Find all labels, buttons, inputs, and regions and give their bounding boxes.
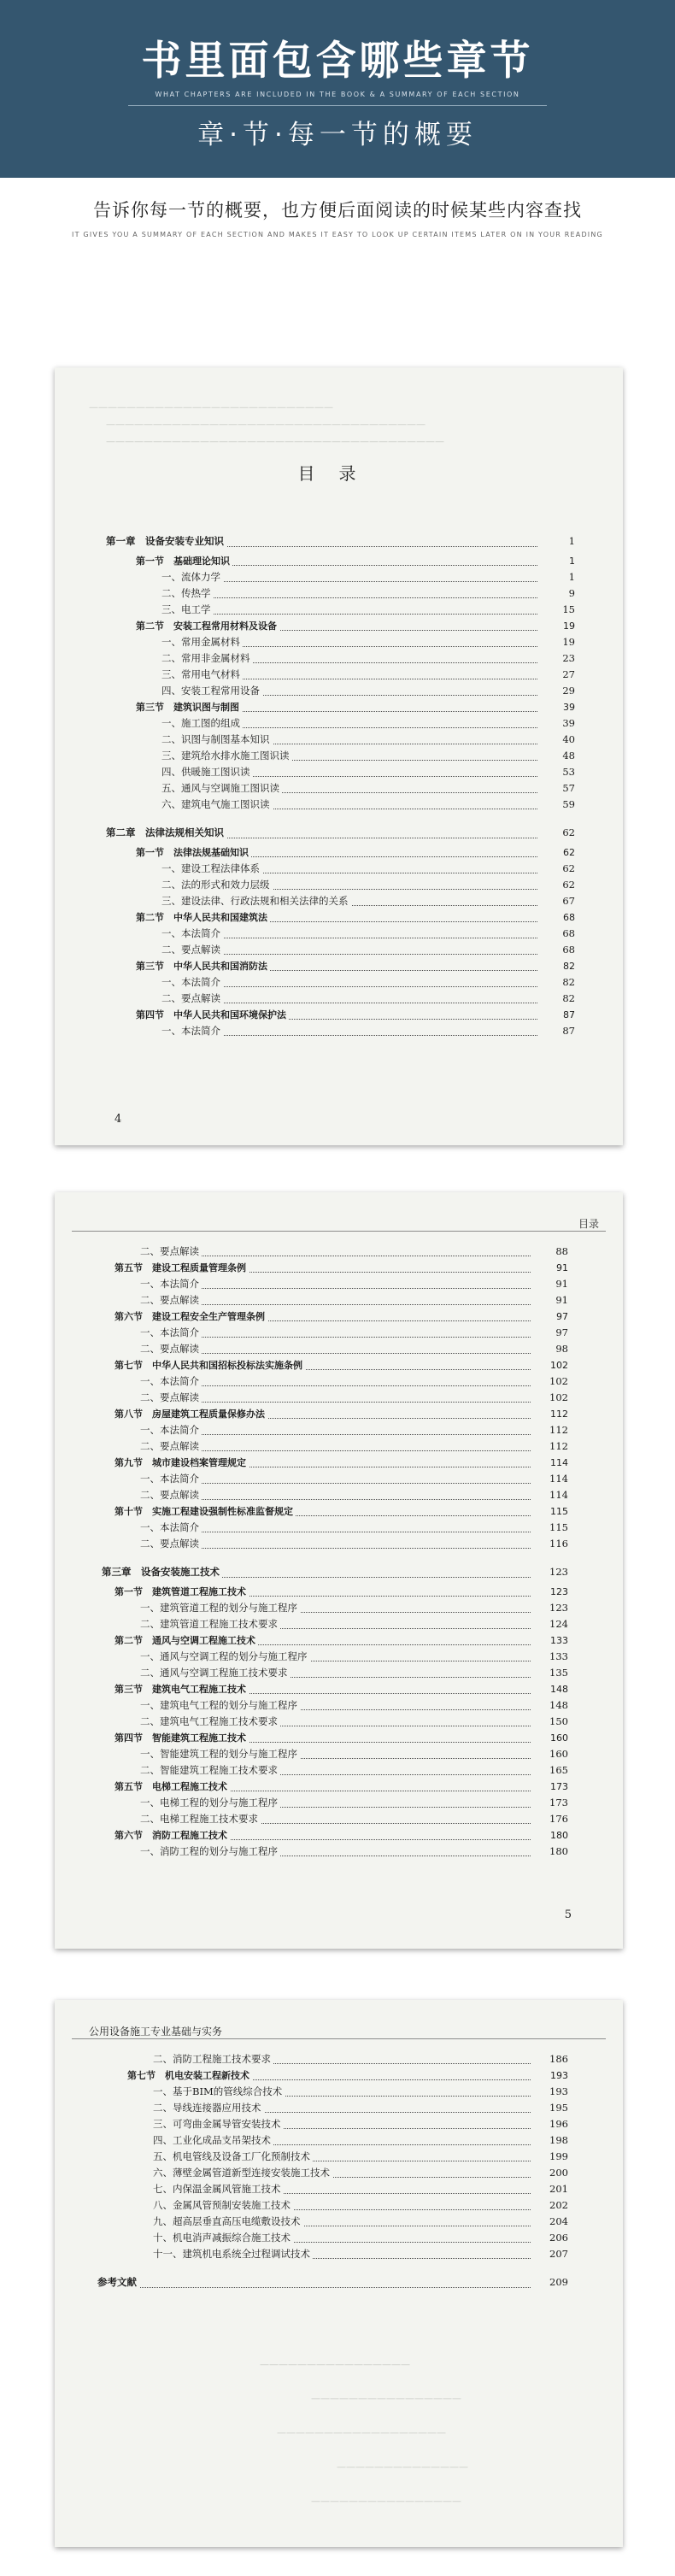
toc-entry-page: 87 [538, 1007, 575, 1023]
toc-entry-label: 二、导线连接器应用技术 [153, 2100, 264, 2116]
toc-entry-page: 123 [531, 1600, 568, 1616]
toc-entry-page: 48 [538, 748, 575, 764]
toc-entry-page: 15 [538, 602, 575, 618]
toc-entry-label: 一、本法简介 [140, 1373, 202, 1390]
bleed-through-text: —————————————————— [277, 2427, 446, 2438]
leader-dots [140, 1532, 563, 1549]
toc-entry-page: 200 [531, 2165, 568, 2181]
toc-entry-item [55, 2246, 623, 2262]
leader-dots [140, 1288, 563, 1305]
toc-entry-page: 19 [538, 618, 575, 634]
toc-entry-label: 二、法的形式和效力层级 [161, 877, 273, 893]
toc-entry-label: 一、电梯工程的划分与施工程序 [140, 1795, 280, 1811]
toc-entry-label: 一、本法简介 [140, 1520, 202, 1536]
leader-dots [161, 597, 570, 615]
toc-entry-label: 三、建筑给水排水施工图识读 [161, 748, 292, 764]
bleed-through-text: —————————————————————————— [89, 402, 333, 413]
toc-entry-page: 97 [531, 1325, 568, 1341]
toc-entry-page: 53 [538, 764, 575, 780]
toc-entry-label: 二、要点解读 [140, 1438, 202, 1455]
leader-dots [161, 581, 570, 598]
toc-entry-label: 三、可弯曲金属导管安装技术 [153, 2116, 284, 2132]
toc-entry-label: 第九节 城市建设档案管理规定 [114, 1455, 249, 1471]
leader-dots [140, 1515, 563, 1532]
toc-entry-page: 133 [531, 1632, 568, 1649]
intro-text-en: IT GIVES YOU A SUMMARY OF EACH SECTION AND MAKES IT EASY TO LOOK UP CERTAIN ITEMS LATER ON IN YOUR READING [72, 231, 603, 238]
toc-entry-label: 第二节 中华人民共和国建筑法 [136, 909, 270, 926]
toc-entry-label: 第一节 法律法规基础知识 [136, 844, 251, 861]
toc-entry-item [55, 797, 623, 813]
toc-entry-page: 62 [538, 861, 575, 877]
toc-entry-page: 150 [531, 1714, 568, 1730]
book-page-2 [55, 1192, 623, 1949]
toc-entry-label: 九、超高层垂直高压电缆敷设技术 [153, 2214, 303, 2230]
toc-entry-label: 第五节 电梯工程施工技术 [114, 1779, 230, 1795]
toc-entry-page: 193 [531, 2084, 568, 2100]
toc-entry-label: 二、建筑管道工程施工技术要求 [140, 1616, 280, 1632]
toc-entry-label: 十一、建筑机电系统全过程调试技术 [153, 2246, 313, 2262]
leader-dots [140, 1418, 563, 1435]
banner-divider [128, 105, 547, 106]
toc-entry-page: 62 [538, 844, 575, 861]
toc-entry-page: 204 [531, 2214, 568, 2230]
toc-entry-label: 一、本法简介 [140, 1325, 202, 1341]
toc-entry-label: 二、传热学 [161, 585, 214, 602]
toc-entry-label: 第三节 建筑识图与制图 [136, 699, 242, 715]
toc-entry-page: 123 [531, 1584, 568, 1600]
toc-entry-page: 62 [538, 877, 575, 893]
toc-entry-page: 68 [538, 909, 575, 926]
toc-entry-label: 三、常用电气材料 [161, 667, 243, 683]
toc-entry-label: 一、建筑电气工程的划分与施工程序 [140, 1697, 300, 1714]
toc-entry-page: 206 [531, 2230, 568, 2246]
toc-entry-page: 91 [531, 1260, 568, 1276]
toc-entry-label: 四、安装工程常用设备 [161, 683, 262, 699]
toc-entry-page: 1 [538, 569, 575, 585]
toc-entry-label: 一、智能建筑工程的划分与施工程序 [140, 1746, 300, 1762]
toc-entry-label: 二、智能建筑工程施工技术要求 [140, 1762, 280, 1779]
toc-entry-page: 88 [531, 1244, 568, 1260]
toc-entry-label: 二、常用非金属材料 [161, 650, 253, 667]
toc-entry-label: 二、要点解读 [140, 1390, 202, 1406]
toc-entry-label: 第六节 建设工程安全生产管理条例 [114, 1309, 267, 1325]
toc-entry-page: 135 [531, 1665, 568, 1681]
toc-entry-label: 二、要点解读 [140, 1341, 202, 1357]
toc-entry-label: 第二节 通风与空调工程施工技术 [114, 1632, 258, 1649]
toc-title: 目录 [297, 463, 380, 484]
leader-dots [140, 1369, 563, 1386]
toc-entry-page: 1 [538, 530, 575, 553]
toc-entry-label: 六、薄壁金属管道新型连接安装施工技术 [153, 2165, 332, 2181]
bleed-through-text: —————————————————————————————————— [106, 419, 426, 430]
book-page-3 [55, 2000, 623, 2547]
toc-entry-label: 一、建筑管道工程的划分与施工程序 [140, 1600, 300, 1616]
toc-list [55, 1244, 623, 1860]
toc-entry-label: 五、通风与空调施工图识读 [161, 780, 282, 797]
toc-entry-label: 二、要点解读 [140, 1244, 202, 1260]
toc-entry-label: 一、建设工程法律体系 [161, 861, 262, 877]
banner-subtitle: 章·节·每一节的概要 [197, 120, 478, 150]
book-page-1 [55, 368, 623, 1145]
toc-entry-label: 四、工业化成品支吊架技术 [153, 2132, 273, 2149]
toc-entry-label: 一、常用金属材料 [161, 634, 243, 650]
toc-entry-label: 二、通风与空调工程施工技术要求 [140, 1665, 291, 1681]
toc-entry-page: 27 [538, 667, 575, 683]
leader-dots [140, 1337, 563, 1354]
toc-entry-page: 202 [531, 2197, 568, 2214]
toc-entry-page: 9 [538, 585, 575, 602]
toc-entry-page: 23 [538, 650, 575, 667]
toc-entry-label: 一、本法简介 [140, 1471, 202, 1487]
toc-entry-page: 160 [531, 1746, 568, 1762]
toc-entry-page: 39 [538, 715, 575, 732]
toc-entry-label: 第六节 消防工程施工技术 [114, 1827, 230, 1844]
toc-entry-page: 82 [538, 974, 575, 991]
toc-entry-page: 180 [531, 1844, 568, 1860]
banner-title: 书里面包含哪些章节 [141, 38, 534, 85]
toc-entry-label: 第十节 实施工程建设强制性标准监督规定 [114, 1503, 296, 1520]
toc-entry-page: 98 [531, 1341, 568, 1357]
toc-entry-page: 198 [531, 2132, 568, 2149]
toc-entry-page: 193 [531, 2067, 568, 2084]
toc-entry-page: 115 [531, 1503, 568, 1520]
toc-entry-page: 114 [531, 1471, 568, 1487]
toc-entry-page: 62 [538, 821, 575, 844]
toc-entry-page: 173 [531, 1779, 568, 1795]
header-banner [0, 0, 675, 178]
toc-entry-label: 三、建设法律、行政法规和相关法律的关系 [161, 893, 351, 909]
toc-entry-page: 173 [531, 1795, 568, 1811]
toc-entry-page: 29 [538, 683, 575, 699]
page-number: 5 [564, 1908, 572, 1921]
toc-entry-label: 第一章 设备安装专业知识 [106, 530, 226, 553]
toc-entry-page: 112 [531, 1422, 568, 1438]
toc-entry-page: 115 [531, 1520, 568, 1536]
leader-dots [140, 1272, 563, 1289]
toc-entry-item [55, 1536, 623, 1552]
toc-entry-page: 112 [531, 1406, 568, 1422]
toc-entry-page: 102 [531, 1357, 568, 1373]
toc-entry-page: 59 [538, 797, 575, 813]
running-head: 目录 [578, 1218, 599, 1230]
toc-entry-page: 112 [531, 1438, 568, 1455]
toc-entry-label: 五、机电管线及设备工厂化预制技术 [153, 2149, 313, 2165]
toc-entry-label: 第三节 中华人民共和国消防法 [136, 958, 270, 974]
leader-dots [140, 1320, 563, 1338]
toc-entry-page: 207 [531, 2246, 568, 2262]
toc-entry-page: 209 [531, 2271, 568, 2294]
toc-entry-page: 102 [531, 1390, 568, 1406]
leader-dots [140, 1385, 563, 1403]
toc-entry-label: 一、本法简介 [161, 974, 223, 991]
toc-entry-label: 第三节 建筑电气工程施工技术 [114, 1681, 249, 1697]
bleed-through-text: ———————————————— [311, 2393, 461, 2404]
toc-entry-label: 七、内保温金属风管施工技术 [153, 2181, 284, 2197]
toc-entry-page: 116 [531, 1536, 568, 1552]
toc-entry-page: 39 [538, 699, 575, 715]
toc-entry-label: 一、基于BIM的管线综合技术 [153, 2084, 285, 2100]
toc-entry-label: 第一节 基础理论知识 [136, 553, 232, 569]
intro-text: 告诉你每一节的概要，也方便后面阅读的时候某些内容查找 [93, 200, 582, 221]
toc-entry-label: 二、要点解读 [140, 1487, 202, 1503]
toc-list [55, 2051, 623, 2294]
toc-entry-label: 一、本法简介 [161, 1023, 223, 1039]
toc-entry-page: 82 [538, 958, 575, 974]
toc-entry-page: 97 [531, 1309, 568, 1325]
toc-entry-page: 148 [531, 1681, 568, 1697]
toc-entry-page: 114 [531, 1487, 568, 1503]
toc-entry-page: 148 [531, 1697, 568, 1714]
leader-dots [140, 1483, 563, 1500]
toc-entry-page: 199 [531, 2149, 568, 2165]
toc-entry-label: 二、消防工程施工技术要求 [153, 2051, 273, 2067]
toc-entry-label: 二、要点解读 [161, 991, 223, 1007]
toc-entry-label: 二、识图与制图基本知识 [161, 732, 273, 748]
toc-entry-label: 第三章 设备安装施工技术 [102, 1561, 222, 1584]
toc-entry-page: 160 [531, 1730, 568, 1746]
toc-entry-page: 87 [538, 1023, 575, 1039]
toc-entry-label: 一、消防工程的划分与施工程序 [140, 1844, 280, 1860]
toc-entry-page: 176 [531, 1811, 568, 1827]
toc-entry-page: 82 [538, 991, 575, 1007]
toc-entry-page: 123 [531, 1561, 568, 1584]
toc-entry-label: 二、电梯工程施工技术要求 [140, 1811, 261, 1827]
toc-entry-label: 第二章 法律法规相关知识 [106, 821, 226, 844]
toc-entry-page: 196 [531, 2116, 568, 2132]
toc-entry-label: 二、要点解读 [140, 1536, 202, 1552]
toc-entry-page: 165 [531, 1762, 568, 1779]
toc-entry-label: 第七节 中华人民共和国招标投标法实施条例 [114, 1357, 305, 1373]
toc-entry-label: 三、电工学 [161, 602, 214, 618]
toc-entry-page: 68 [538, 926, 575, 942]
toc-entry-page: 57 [538, 780, 575, 797]
leader-dots [140, 1239, 563, 1256]
toc-entry-page: 91 [531, 1292, 568, 1309]
toc-entry-page: 195 [531, 2100, 568, 2116]
toc-entry-page: 180 [531, 1827, 568, 1844]
toc-entry-label: 十、机电消声减振综合施工技术 [153, 2230, 293, 2246]
toc-entry-label: 二、要点解读 [161, 942, 223, 958]
toc-list [55, 530, 623, 1039]
toc-entry-page: 19 [538, 634, 575, 650]
toc-entry-page: 133 [531, 1649, 568, 1665]
toc-entry-label: 第八节 房屋建筑工程质量保修办法 [114, 1406, 267, 1422]
banner-subtitle-en: WHAT CHAPTERS ARE INCLUDED IN THE BOOK & A SUMMARY OF EACH SECTION [155, 91, 520, 98]
toc-entry-page: 1 [538, 553, 575, 569]
leader-dots [140, 1467, 563, 1484]
toc-entry-label: 参考文献 [97, 2271, 139, 2294]
leader-dots [97, 2264, 563, 2288]
toc-entry-page: 91 [531, 1276, 568, 1292]
toc-entry-label: 一、通风与空调工程的划分与施工程序 [140, 1649, 310, 1665]
toc-entry-page: 114 [531, 1455, 568, 1471]
toc-entry-label: 第一节 建筑管道工程施工技术 [114, 1584, 249, 1600]
toc-entry-label: 一、流体力学 [161, 569, 223, 585]
toc-entry-label: 第二节 安装工程常用材料及设备 [136, 618, 279, 634]
toc-entry-item [55, 1023, 623, 1039]
bleed-through-text: ———————————————— [311, 2496, 461, 2507]
toc-entry-label: 二、建筑电气工程施工技术要求 [140, 1714, 280, 1730]
page-number: 4 [114, 1113, 122, 1126]
toc-entry-label: 六、建筑电气施工图识读 [161, 797, 273, 813]
toc-entry-label: 一、本法简介 [140, 1276, 202, 1292]
toc-entry-label: 四、供暖施工图识读 [161, 764, 253, 780]
toc-entry-page: 68 [538, 942, 575, 958]
toc-entry-page: 124 [531, 1616, 568, 1632]
toc-entry-label: 第四节 智能建筑工程施工技术 [114, 1730, 249, 1746]
leader-dots [140, 1434, 563, 1451]
toc-entry-page: 40 [538, 732, 575, 748]
toc-entry-page: 67 [538, 893, 575, 909]
toc-entry-page: 201 [531, 2181, 568, 2197]
running-head-rule [72, 1231, 606, 1232]
toc-entry-chapter [55, 2271, 623, 2294]
bleed-through-text: ———————————————— [260, 2359, 410, 2370]
toc-entry-label: 第四节 中华人民共和国环境保护法 [136, 1007, 289, 1023]
running-head-rule [72, 2038, 606, 2039]
toc-entry-label: 一、施工图的组成 [161, 715, 243, 732]
toc-entry-label: 第五节 建设工程质量管理条例 [114, 1260, 249, 1276]
bleed-through-text: —————————————— [337, 2461, 468, 2473]
toc-entry-label: 二、要点解读 [140, 1292, 202, 1309]
toc-entry-label: 第七节 机电安装工程新技术 [127, 2067, 252, 2084]
toc-entry-label: 一、本法简介 [140, 1422, 202, 1438]
toc-entry-label: 八、金属风管预制安装施工技术 [153, 2197, 293, 2214]
toc-entry-page: 186 [531, 2051, 568, 2067]
running-head: 公用设备施工专业基础与实务 [89, 2026, 223, 2038]
toc-entry-page: 102 [531, 1373, 568, 1390]
toc-entry-item [55, 1844, 623, 1860]
toc-entry-label: 一、本法简介 [161, 926, 223, 942]
bleed-through-text: ———————————————————————————————————— [106, 436, 444, 447]
